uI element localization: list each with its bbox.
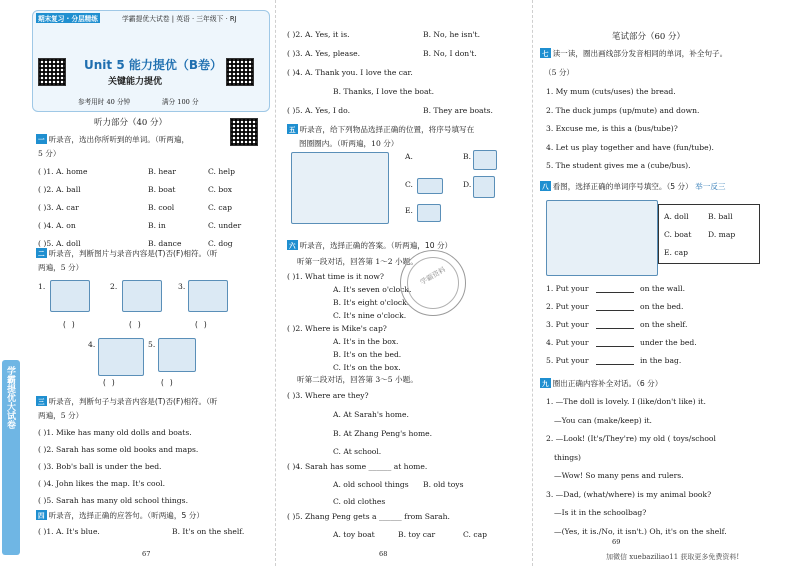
page-number: 68 [379, 550, 388, 558]
option-row: C. It's on the box. [333, 363, 401, 372]
answer-blank[interactable] [596, 346, 634, 347]
dialogue-line: 1. —The doll is lovely. I (like/don't like) it. [546, 397, 706, 406]
option-b: B. boat [148, 185, 176, 194]
unit-title: Unit 5 能力提优（B卷） [84, 58, 222, 72]
fill-row: 3. Put your [546, 320, 589, 329]
dialogue-line: —(Yes, it is./No, it isn't.) Oh, it's on the shelf. [554, 526, 727, 536]
section4-title: 听录音，选择正确的应答句。（听两遍，5 分） [48, 511, 204, 520]
column-1: 期末复习 · 分层精练 学霸提优大试卷 | 英语 · 三年级下 · RJ Unit 5 能力提优（B卷） 关键能力提优 参考用时 40 分钟 满分 100 分 听力部分（40 分） 一 听录音，选出你所听到的单词。（听两遍， 5 分） 二 听录音，判断图片与录音内容是(T)否(F)相符。（听 两遍，5 分） 1. 2. 3. ( ) ( ) ( ) 4. 5. ( ) ( ) 三 听录音，判断句子与录音内容是(T)否(F)相符。（听 两遍，5 分） 四 听录音，选择正确的应答句。（听两遍，5 分） ( )1. A. It's blue. B. It's on the shelf. 67 ( )1. A. home B. hear C. help ( )2. A. ball B. boat C. box ( )3. A. car B. cool C. cap ( )4. A. on B. in C. under ( )5. A. doll B. dance C. dog ( )1. Mike has many old dolls and boats. ( )2. Sarah has some old books and maps. ( )3. Bob's ball is under the bed. ( )4. John likes the map. It's cool. ( )5. Sarah has many old school things. [22, 0, 267, 566]
option-row: ( )5. Zhang Peng gets a ______ from Sarah. [287, 512, 450, 521]
option-row: B. It's on the bed. [333, 350, 402, 359]
section8-title: 看图，选择正确的单词序号填空。（5 分） [552, 182, 693, 191]
page-number: 69 [612, 538, 621, 546]
section3-title: 听录音，判断句子与录音内容是(T)否(F)相符。（听 [48, 397, 218, 406]
subtitle: 关键能力提优 [108, 77, 163, 87]
qr-code-icon [230, 118, 258, 146]
fill-row: 1. Put your [546, 284, 589, 293]
dialogue-line: things) [554, 452, 581, 462]
question-row: ( )2. A. ball [38, 185, 81, 194]
option-row: C. cap [463, 530, 488, 539]
option-row: ( )3. Where are they? [287, 391, 369, 400]
question-row: ( )1. A. home [38, 167, 88, 176]
column-3: 笔试部分（60 分） 七 读一读，圈出画线部分发音相同的单词，补全句子。 （5 分） 八 看图，选择正确的单词序号填空。（5 分） 举一反三 A. doll B. ball C. boat D. map E. cap 九 圈出正确内容补全对话。（6 分） 69 加微信 xuebaziliao11 获取更多免费资料! 1. My mum (cuts/uses) the bread. 2. The duck jumps (up/mute) and down. 3. Excuse me, is this a (bus/tube)? 4. Let us play together and have (fun/tube). 5. The student gives me a (cube/bus). 1. Put your on the wall. 2. Put your on the bed. 3. Put your on the shelf. 4. Put your under the bed. 5. Put your in the bag. 1. —The doll is lovely. I (like/don't like) it. —You can (make/keep) it. 2. —Look! (It's/They're) my old ( toys/school things) —Wow! So many pens and rulers. 3. —Dad, (what/where) is my animal book? —Is it in the schoolbag? —(Yes, it is./No, it isn't.) Oh, it's on the shelf. [540, 0, 788, 566]
fill-row-tail: under the bed. [640, 338, 697, 347]
answer-blank[interactable] [596, 364, 634, 365]
question-row: ( )3. A. car [38, 203, 79, 212]
fill-row: 5. Put your [546, 356, 589, 365]
dialogue-line: 2. —Look! (It's/They're) my old ( toys/school [546, 434, 716, 443]
car-picture [50, 280, 90, 312]
option-c: C. dog [208, 239, 233, 248]
fill-row: 4. Put your [546, 338, 589, 347]
header-tag: 期末复习 · 分层精练 [38, 15, 98, 23]
car-picture [417, 178, 443, 194]
question-row: ( )4. A. on [38, 221, 76, 230]
cap-picture [188, 280, 228, 312]
page-number: 67 [142, 550, 151, 558]
bedroom-picture [291, 152, 389, 224]
statement-row: ( )3. Bob's ball is under the bed. [38, 462, 162, 471]
qr-code-icon [38, 58, 66, 86]
section2-title: 听录音，判断图片与录音内容是(T)否(F)相符。（听 [48, 249, 218, 258]
option-b: B. cool [148, 203, 175, 212]
option-c: C. under [208, 221, 242, 230]
section9-title: 圈出正确内容补全对话。（6 分） [552, 379, 663, 388]
fill-row-tail: on the wall. [640, 284, 686, 293]
question-row: ( )2. Where is Mike's cap? [287, 324, 387, 333]
sentence-row: 2. The duck jumps (up/mute) and down. [546, 105, 700, 115]
qr-code-icon [226, 58, 254, 86]
answer-blank[interactable] [596, 310, 634, 311]
option-b: B. in [148, 221, 166, 230]
column-divider [532, 0, 533, 566]
option-row: B. old toys [423, 480, 464, 489]
fill-row-tail: on the bed. [640, 302, 684, 311]
fill-row: 2. Put your [546, 302, 589, 311]
statement-row: ( )2. Sarah has some old books and maps. [38, 445, 199, 454]
column-2: ( )2. A. Yes, it is. B. No, he isn't. ( )3. A. Yes, please. B. No, I don't. ( )4. A. Thank you. I love the car. B. Thanks, I love the boat. ( )5. A. Yes, I do. B. They are boats. 五 听录音，给下列物品选择正确的位置，将序号填写在 图圈圈内。（听两遍，10 分） A. B. C. D. E. 六 听录音，选择正确的答案。（听两遍，10 分） 听第一段对话，回答第 1～2 小题。 听第二段对话，回答第 3～5 小题。 68 ( )1. What time is it now? A. It's seven o'clock. B. It's eight o'clock. C. It's nine o'clock. ( )2. Where is Mike's cap? A. It's in the box. B. It's on the bed. C. It's on the box. ( )3. Where are they? A. At Sarah's home. B. At Zhang Peng's home. C. At school. ( )4. Sarah has some ______ at home. A. old school things B. old toys C. old clothes ( )5. Zhang Peng gets a ______ from Sarah. A. toy boat B. toy car C. cap [283, 0, 523, 566]
series-name: 学霸提优大试卷 | 英语 · 三年级下 · RJ [122, 15, 237, 23]
written-title: 笔试部分（60 分） [612, 32, 686, 42]
statement-row: ( )4. John likes the map. It's cool. [38, 479, 166, 488]
fill-row-tail: in the bag. [640, 356, 682, 365]
option-row: ( )4. Sarah has some ______ at home. [287, 462, 428, 471]
section5-title: 听录音，给下列物品选择正确的位置，将序号填写在 [299, 125, 475, 134]
question-row: ( )5. A. doll [38, 239, 81, 248]
dialogue-line: —Is it in the schoolbag? [554, 508, 647, 517]
side-strip: 学霸提优大试卷 [2, 360, 20, 555]
dialogue-line: —Wow! So many pens and rulers. [554, 471, 684, 480]
listening-title: 听力部分（40 分） [94, 118, 168, 128]
option-b: B. hear [148, 167, 176, 176]
fill-row-tail: on the shelf. [640, 320, 688, 329]
option-row: B. At Zhang Peng's home. [333, 429, 433, 438]
option-row: B. It's eight o'clock. [333, 298, 410, 307]
watermark-stamp: 学霸资料 [400, 250, 466, 316]
bedroom-picture [546, 200, 658, 276]
answer-blank[interactable] [596, 292, 634, 293]
bear-picture [473, 176, 495, 198]
question-row: ( )1. What time is it now? [287, 272, 384, 281]
dialogue-1-note: 听第一段对话，回答第 1～2 小题。 [297, 257, 418, 266]
sentence-row: 3. Excuse me, is this a (bus/tube)? [546, 124, 678, 133]
option-c: C. box [208, 185, 233, 194]
option-row: A. toy boat [333, 530, 375, 539]
cap-picture [122, 280, 162, 312]
statement-row: ( )1. Mike has many old dolls and boats. [38, 428, 192, 437]
sentence-row: 1. My mum (cuts/uses) the bread. [546, 87, 676, 96]
option-row: A. At Sarah's home. [333, 410, 409, 419]
option-row: A. old school things [333, 480, 409, 489]
section1-title: 听录音，选出你所听到的单词。（听两遍， [48, 135, 190, 144]
section7-title: 读一读，圈出画线部分发音相同的单词，补全句子。 [552, 49, 728, 58]
time-limit: 参考用时 40 分钟 [78, 98, 131, 106]
sentence-row: 5. The student gives me a (cube/bus). [546, 161, 691, 170]
map-picture [473, 150, 497, 170]
option-row: A. It's in the box. [333, 337, 399, 346]
option-row: B. toy car [398, 530, 436, 539]
dialogue-line: —You can (make/keep) it. [554, 415, 652, 425]
full-score: 满分 100 分 [162, 98, 199, 106]
option-c: C. cap [208, 203, 233, 212]
answer-blank[interactable] [596, 328, 634, 329]
statement-row: ( )5. Sarah has many old school things. [38, 496, 188, 505]
book-picture [417, 204, 441, 222]
dialogue-2-note: 听第二段对话，回答第 3～5 小题。 [297, 375, 418, 384]
dialogue-line: 3. —Dad, (what/where) is my animal book? [546, 489, 712, 499]
sentence-row: 4. Let us play together and have (fun/tube). [546, 142, 714, 152]
option-c: C. help [208, 167, 236, 176]
option-row: C. At school. [333, 447, 382, 456]
footer-note: 加微信 xuebaziliao11 获取更多免费资料! [606, 553, 740, 561]
option-row: C. It's nine o'clock. [333, 311, 407, 320]
column-divider [275, 0, 276, 566]
ball-in-box-picture [98, 338, 144, 376]
box-picture [158, 338, 196, 372]
option-b: B. dance [148, 239, 182, 248]
option-row: C. old clothes [333, 497, 386, 506]
option-row: A. It's seven o'clock. [333, 285, 412, 294]
section6-title: 听录音，选择正确的答案。（听两遍，10 分） [299, 241, 453, 250]
